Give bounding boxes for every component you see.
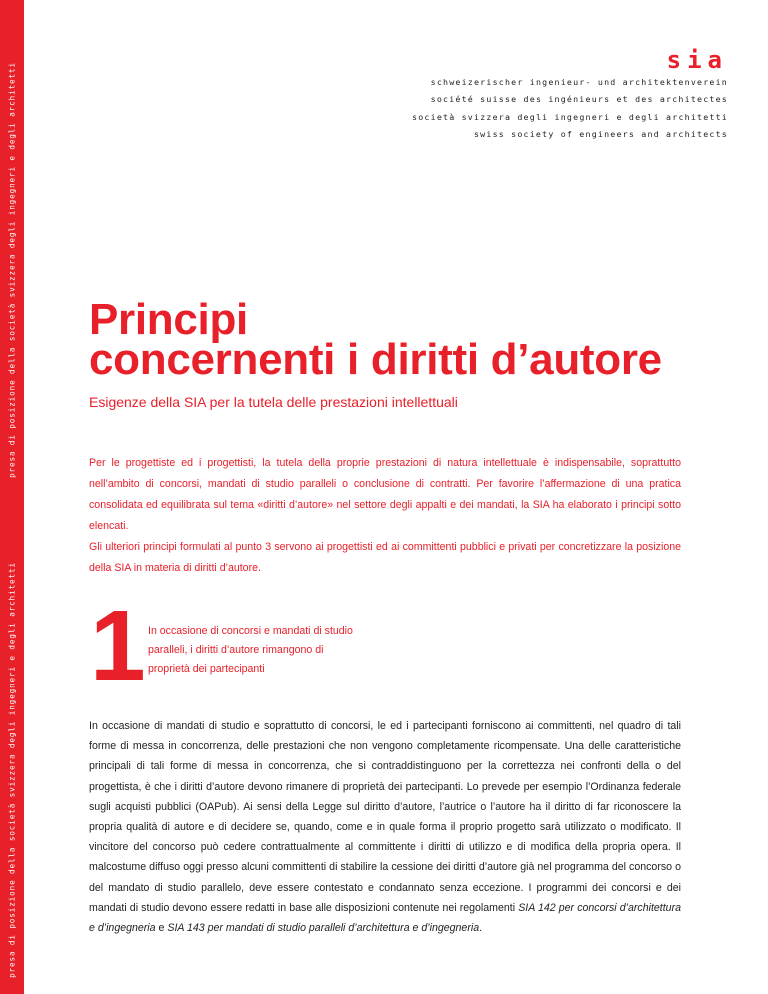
- title-line-1: Principi: [89, 295, 248, 344]
- intro-paragraph-2: Gli ulteriori principi formulati al punto 3 servono ai progettisti ed ai committenti pubblici e privati per concretizzare la posizione della SIA in materia di diritti d’autore.: [89, 541, 681, 574]
- org-name-english: swiss society of engineers and architects: [473, 129, 728, 140]
- body-conjunction: e: [158, 922, 165, 935]
- reference-sia-142: SIA 142 per concorsi d’architettura e d’ingegneria: [89, 901, 681, 935]
- intro-paragraph-1: Per le progettiste ed i progettisti, la tutela della proprie prestazioni di natura intellettuale è indispensabile, soprattutto nell’ambito di concorsi, mandati di studio paralleli o conclusione di contratti. Per favorire l’affermazione di una pratica consolidata ed equilibrata sul tema «diritti d’autore» nel settore degli appalti e dei mandati, la SIA ha elaborato i principi sotto elencati.: [89, 457, 681, 532]
- sidebar-text-top: presa di posizione della società svizzera degli ingegneri e degli architetti: [7, 62, 17, 478]
- intro-text: [89, 453, 681, 579]
- sia-logo: sia: [666, 46, 728, 74]
- sidebar-text-bottom: presa di posizione della società svizzera degli ingegneri e degli architetti: [7, 562, 17, 978]
- reference-sia-143: SIA 143 per mandati di studio paralleli d’architettura e d’ingegneria: [167, 922, 480, 935]
- section-body-text: In occasione di mandati di studio e soprattutto di concorsi, le ed i partecipanti forniscono ai committenti, nel quadro di tali forme di messa in concorrenza, delle prestazioni che non vengono completamente ricompensate. Una delle caratteristiche principali di tali forme di messa in concorrenza, che si contraddistinguono per la correttezza nei confronti della o del progettista, è che i diritti d’autore devono rimanere di proprietà dei partecipanti. Lo prevede per esempio l’Ordinanza federale sugli acquisti pubblici (OAPub). Ai sensi della Legge sul diritto d’autore, l’autrice o l’autore ha il diritto di far riconoscere la propria qualità di autore e di decidere se, quando, come e in quale forma il proprio progetto sarà utilizzato o modificato. Il vincitore del concorso può cedere contrattualmente al committente i diritti di utilizzo e di modifica della propria opera. Il malcostume diffuso oggi presso alcuni committenti di stabilire la cessione dei diritti d’autore già nel programma del concorso o del mandato di studio parallelo, deve essere contestato e condannato senza eccezione. I programmi dei concorsi e dei mandati di studio devono essere redatti in base alle disposizioni contenute nei regolamenti: [89, 720, 681, 914]
- org-name-german: schweizerischer ingenieur- und architektenverein: [430, 77, 728, 87]
- org-name-italian: società svizzera degli ingegneri e degli architetti: [412, 111, 728, 122]
- org-name-french: société suisse des ingénieurs et des architectes: [430, 94, 728, 105]
- sidebar: [0, 0, 24, 994]
- title-line-2: concernenti i diritti d’autore: [89, 335, 662, 384]
- section-heading: In occasione di concorsi e mandati di studio paralleli, i diritti d’autore rimangono di proprietà dei partecipanti: [148, 625, 353, 675]
- organization-names: [412, 74, 728, 144]
- body-end: .: [479, 922, 483, 935]
- page-subtitle: Esigenze della SIA per la tutela delle prestazioni intellettuali: [89, 394, 458, 410]
- section-number: 1: [90, 590, 142, 702]
- page-title: [89, 295, 662, 384]
- section-body: [89, 716, 681, 938]
